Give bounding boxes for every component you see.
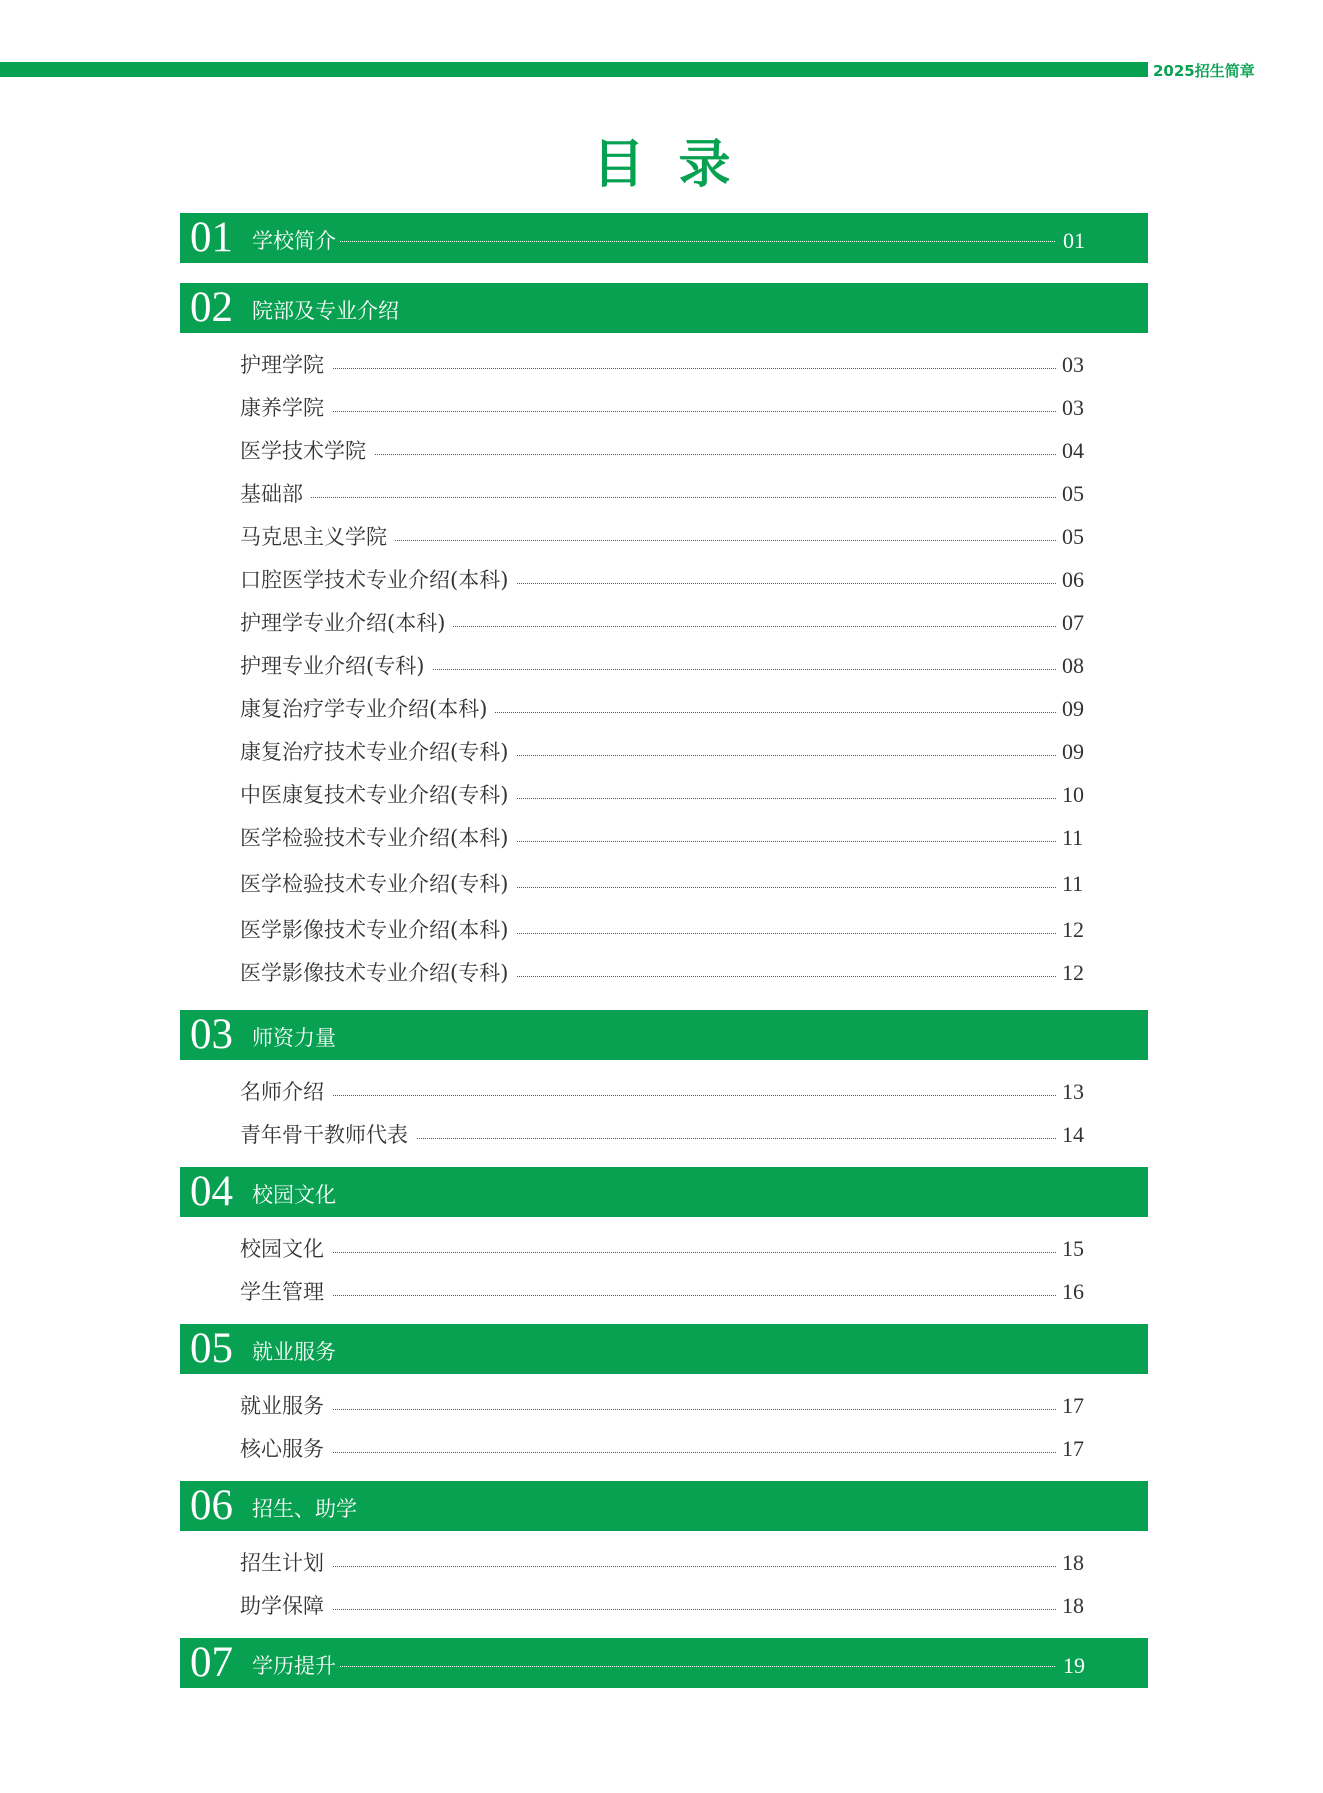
toc-item-young-teachers[interactable] xyxy=(240,1120,1088,1152)
toc-item-label: 康养学院 xyxy=(240,393,332,423)
toc-item-label: 马克思主义学院 xyxy=(240,522,395,552)
toc-item-campus-culture[interactable] xyxy=(240,1234,1088,1266)
toc-item-rehab-tech-associate[interactable] xyxy=(240,737,1088,769)
toc-item-student-management[interactable] xyxy=(240,1277,1088,1309)
toc-item-page: 03 xyxy=(1056,393,1088,423)
toc-item-page: 08 xyxy=(1056,651,1088,681)
toc-item-page: 11 xyxy=(1056,823,1088,853)
toc-item-tcm-rehab-associate[interactable] xyxy=(240,780,1088,812)
toc-item-label: 核心服务 xyxy=(240,1434,332,1464)
toc-item-imaging-tech-bachelor[interactable] xyxy=(240,915,1088,947)
toc-item-label: 医学技术学院 xyxy=(240,436,374,466)
dot-leader xyxy=(240,1409,1088,1410)
toc-item-label: 校园文化 xyxy=(240,1234,332,1264)
toc-item-page: 05 xyxy=(1056,479,1088,509)
toc-item-label: 基础部 xyxy=(240,479,311,509)
page-title: 目录 xyxy=(592,134,765,195)
toc-item-page: 16 xyxy=(1056,1277,1088,1307)
toc-item-page: 03 xyxy=(1056,350,1088,380)
toc-item-lab-tech-associate[interactable] xyxy=(240,869,1088,901)
toc-item-page: 12 xyxy=(1056,958,1088,988)
toc-item-page: 17 xyxy=(1056,1434,1088,1464)
dot-leader xyxy=(240,1295,1088,1296)
dot-leader xyxy=(340,1666,1055,1667)
dot-leader xyxy=(240,1095,1088,1096)
toc-item-page: 05 xyxy=(1056,522,1088,552)
toc-item-label: 医学检验技术专业介绍(本科) xyxy=(240,823,516,853)
toc-item-page: 18 xyxy=(1056,1548,1088,1578)
toc-item-medical-technology-college[interactable] xyxy=(240,436,1088,468)
section-number: 01 xyxy=(190,214,233,261)
toc-item-nursing-associate[interactable] xyxy=(240,651,1088,683)
dot-leader xyxy=(240,497,1088,498)
toc-item-foundation-dept[interactable] xyxy=(240,479,1088,511)
toc-item-enrollment-plan[interactable] xyxy=(240,1548,1088,1580)
toc-item-label: 学生管理 xyxy=(240,1277,332,1307)
section-title: 招生、助学 xyxy=(252,1497,357,1521)
toc-item-label: 医学影像技术专业介绍(本科) xyxy=(240,915,516,945)
toc-item-label: 中医康复技术专业介绍(专科) xyxy=(240,780,516,810)
toc-item-lab-tech-bachelor[interactable] xyxy=(240,823,1088,855)
section-title: 学历提升 xyxy=(252,1654,336,1678)
dot-leader xyxy=(240,368,1088,369)
section-number: 03 xyxy=(190,1011,233,1058)
section-02-bar[interactable] xyxy=(180,283,1148,333)
toc-item-page: 09 xyxy=(1056,694,1088,724)
top-accent-bar xyxy=(0,62,1148,77)
toc-item-financial-aid[interactable] xyxy=(240,1591,1088,1623)
dot-leader xyxy=(340,241,1055,242)
section-01-bar[interactable] xyxy=(180,213,1148,263)
toc-item-page: 10 xyxy=(1056,780,1088,810)
toc-item-label: 青年骨干教师代表 xyxy=(240,1120,416,1150)
toc-item-nursing-college[interactable] xyxy=(240,350,1088,382)
section-number: 05 xyxy=(190,1325,233,1372)
section-title: 学校简介 xyxy=(252,229,336,253)
section-number: 04 xyxy=(190,1168,233,1215)
dot-leader xyxy=(240,1609,1088,1610)
toc-item-page: 18 xyxy=(1056,1591,1088,1621)
toc-item-label: 招生计划 xyxy=(240,1548,332,1578)
section-title: 院部及专业介绍 xyxy=(252,299,399,323)
toc-item-core-service[interactable] xyxy=(240,1434,1088,1466)
toc-item-employment-service[interactable] xyxy=(240,1391,1088,1423)
brochure-label: 2025招生简章 xyxy=(1153,62,1255,80)
toc-item-page: 09 xyxy=(1056,737,1088,767)
toc-item-marxism-college[interactable] xyxy=(240,522,1088,554)
section-title: 师资力量 xyxy=(252,1026,336,1050)
toc-item-label: 医学影像技术专业介绍(专科) xyxy=(240,958,516,988)
section-number: 02 xyxy=(190,284,233,331)
dot-leader xyxy=(240,1252,1088,1253)
toc-item-label: 康复治疗学专业介绍(本科) xyxy=(240,694,495,724)
section-page-number: 01 xyxy=(1063,228,1085,253)
section-06-bar[interactable] xyxy=(180,1481,1148,1531)
toc-item-page: 11 xyxy=(1056,869,1088,899)
toc-item-page: 12 xyxy=(1056,915,1088,945)
toc-item-label: 名师介绍 xyxy=(240,1077,332,1107)
toc-item-dental-tech-bachelor[interactable] xyxy=(240,565,1088,597)
toc-item-page: 07 xyxy=(1056,608,1088,638)
toc-item-rehab-therapy-bachelor[interactable] xyxy=(240,694,1088,726)
section-page-number: 19 xyxy=(1063,1653,1085,1678)
toc-item-page: 13 xyxy=(1056,1077,1088,1107)
section-03-bar[interactable] xyxy=(180,1010,1148,1060)
dot-leader xyxy=(240,1452,1088,1453)
section-04-bar[interactable] xyxy=(180,1167,1148,1217)
dot-leader xyxy=(240,1566,1088,1567)
toc-item-page: 17 xyxy=(1056,1391,1088,1421)
toc-item-nursing-bachelor[interactable] xyxy=(240,608,1088,640)
toc-item-label: 护理专业介绍(专科) xyxy=(240,651,432,681)
section-number: 06 xyxy=(190,1482,233,1529)
toc-item-label: 护理学院 xyxy=(240,350,332,380)
toc-item-label: 就业服务 xyxy=(240,1391,332,1421)
section-05-bar[interactable] xyxy=(180,1324,1148,1374)
toc-item-label: 口腔医学技术专业介绍(本科) xyxy=(240,565,516,595)
section-07-bar[interactable] xyxy=(180,1638,1148,1688)
toc-item-famous-teachers[interactable] xyxy=(240,1077,1088,1109)
toc-item-label: 护理学专业介绍(本科) xyxy=(240,608,453,638)
section-title: 就业服务 xyxy=(252,1340,336,1364)
toc-item-page: 04 xyxy=(1056,436,1088,466)
toc-item-label: 康复治疗技术专业介绍(专科) xyxy=(240,737,516,767)
toc-item-elderly-care-college[interactable] xyxy=(240,393,1088,425)
dot-leader xyxy=(240,411,1088,412)
toc-item-page: 14 xyxy=(1056,1120,1088,1150)
toc-item-page: 15 xyxy=(1056,1234,1088,1264)
toc-item-imaging-tech-associate[interactable] xyxy=(240,958,1088,990)
section-number: 07 xyxy=(190,1639,233,1686)
section-title: 校园文化 xyxy=(252,1183,336,1207)
toc-item-label: 助学保障 xyxy=(240,1591,332,1621)
toc-item-page: 06 xyxy=(1056,565,1088,595)
toc-item-label: 医学检验技术专业介绍(专科) xyxy=(240,869,516,899)
